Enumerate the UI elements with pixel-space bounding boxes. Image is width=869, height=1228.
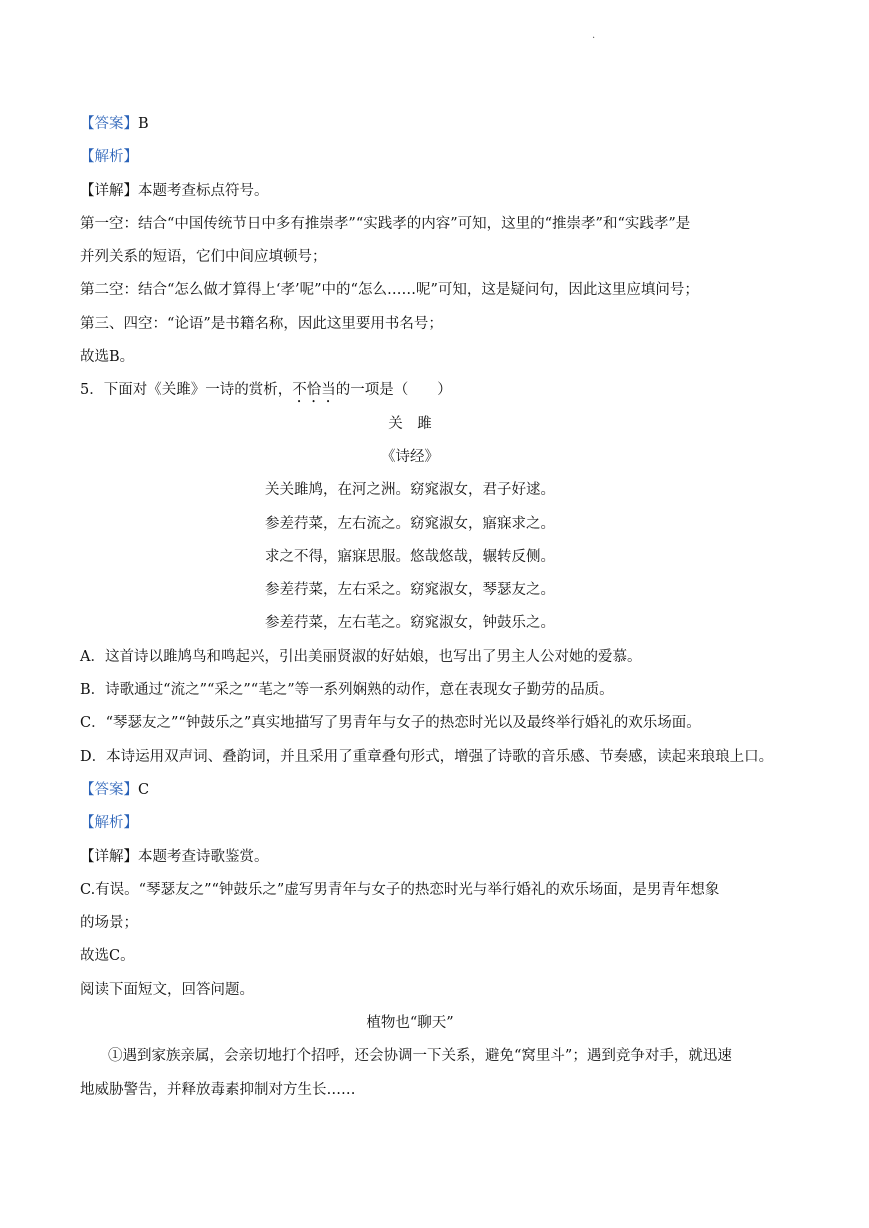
- q5-detail: 【详解】本题考查诗歌鉴赏。: [80, 848, 269, 865]
- q5-stem: [80, 374, 790, 407]
- poem-line: 参差荇菜，左右采之。窈窕淑女，琴瑟友之。: [265, 582, 555, 599]
- reading-paragraph: ①遇到家族亲属，会亲切地打个招呼，还会协调一下关系，避免“窝里斗”；遇到竞争对手，就迅速: [108, 1048, 732, 1065]
- stem-text: 的一项是（ ）: [335, 382, 452, 399]
- document-page: [80, 108, 790, 1107]
- q5-analysis-tag: 【解析】: [80, 815, 138, 832]
- q5-line: C.有误。“琴瑟友之”“钟鼓乐之”虚写男青年与女子的热恋时光与举行婚礼的欢乐场面，是男青年想象: [80, 881, 720, 898]
- q5-answer: [80, 774, 790, 807]
- reading-title: 植物也“聊天”: [366, 1015, 454, 1032]
- option-c: C．“琴瑟友之”“钟鼓乐之”真实地描写了男青年与女子的热恋时光以及最终举行婚礼的欢乐场面。: [80, 715, 701, 732]
- q4-answer: [80, 108, 790, 141]
- poem-line: 参差荇菜，左右芼之。窈窕淑女，钟鼓乐之。: [265, 615, 555, 632]
- answer-value: B: [138, 116, 149, 132]
- poem-line: 参差荇菜，左右流之。窈窕淑女，寤寐求之。: [265, 515, 555, 532]
- option-b: B．诗歌通过“流之”“采之”“芼之”等一系列娴熟的动作，意在表现女子勤劳的品质。: [80, 682, 614, 699]
- stem-text: 5．下面对《关雎》一诗的赏析，: [80, 382, 293, 399]
- reading-paragraph: 地威胁警告，并释放毒素抑制对方生长……: [80, 1081, 356, 1098]
- poem-title: 关 雎: [388, 415, 432, 432]
- q4-line: 并列关系的短语，它们中间应填顿号；: [80, 249, 327, 266]
- q4-line: 第二空：结合“怎么做才算得上‘孝’呢”中的“怎么……呢”可知，这是疑问句，因此这里应填问号；: [80, 282, 699, 299]
- option-d: D．本诗运用双声词、叠韵词，并且采用了重章叠句形式，增强了诗歌的音乐感、节奏感，读起来琅琅上口。: [80, 748, 774, 765]
- answer-tag: 【答案】: [80, 781, 138, 798]
- option-a: A．这首诗以雎鸠鸟和鸣起兴，引出美丽贤淑的好姑娘，也写出了男主人公对她的爱慕。: [80, 648, 642, 665]
- q4-line: 第三、四空：“论语”是书籍名称，因此这里要用书名号；: [80, 315, 443, 332]
- poem-line: 求之不得，寤寐思服。悠哉悠哉，辗转反侧。: [265, 548, 555, 565]
- q4-detail: 【详解】本题考查标点符号。: [80, 182, 269, 199]
- q5-line: 的场景；: [80, 915, 138, 932]
- poem-source: 《诗经》: [381, 448, 439, 465]
- q4-line: 第一空：结合“中国传统节日中多有推崇孝”“实践孝的内容”可知，这里的“推崇孝”和“实践孝”是: [80, 215, 691, 232]
- answer-value: C: [138, 781, 150, 798]
- q4-line: 故选B。: [80, 349, 135, 366]
- q4-analysis-tag: 【解析】: [80, 149, 138, 166]
- poem-line: 关关雎鸠，在河之洲。窈窕淑女，君子好逑。: [265, 482, 555, 499]
- stem-emphasis: 不恰当: [292, 382, 336, 399]
- q5-line: 故选C。: [80, 948, 135, 965]
- answer-tag: 【答案】: [80, 116, 138, 132]
- reading-instruction: 阅读下面短文，回答问题。: [80, 981, 254, 998]
- header-mark: .: [592, 30, 596, 41]
